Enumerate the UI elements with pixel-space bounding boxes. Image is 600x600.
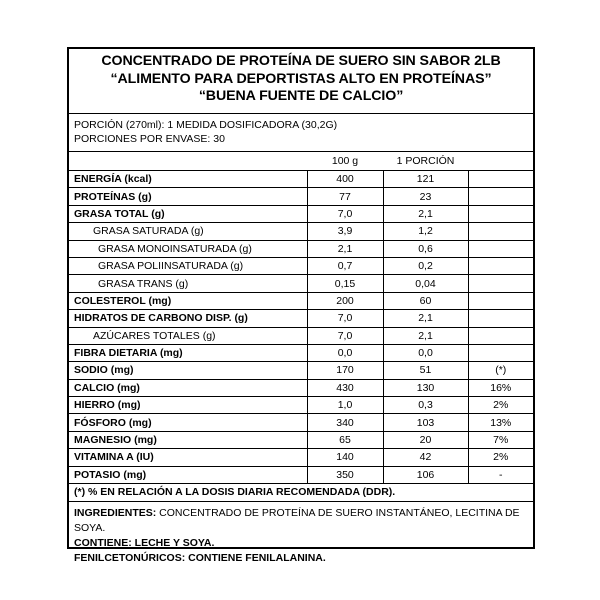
nutrient-row bbox=[69, 257, 533, 274]
nutrient-name: FÓSFORO (mg) bbox=[69, 414, 307, 431]
nutrient-name: GRASA MONOINSATURADA (g) bbox=[69, 240, 307, 257]
value-per-100g: 400 bbox=[307, 171, 383, 188]
nutrient-row bbox=[69, 397, 533, 414]
nutrient-row bbox=[69, 466, 533, 483]
value-per-portion: 0,6 bbox=[383, 240, 468, 257]
value-per-100g: 77 bbox=[307, 188, 383, 205]
daily-value bbox=[468, 310, 533, 327]
value-per-portion: 20 bbox=[383, 431, 468, 448]
nutrient-name: CALCIO (mg) bbox=[69, 379, 307, 396]
value-per-100g: 170 bbox=[307, 362, 383, 379]
header-dv bbox=[468, 152, 533, 171]
value-per-portion: 51 bbox=[383, 362, 468, 379]
daily-value bbox=[468, 223, 533, 240]
nutrient-name: FIBRA DIETARIA (mg) bbox=[69, 344, 307, 361]
daily-value: (*) bbox=[468, 362, 533, 379]
title-line-3: “BUENA FUENTE DE CALCIO” bbox=[198, 88, 404, 104]
pku-warning: FENILCETONÚRICOS: CONTIENE FENILALANINA. bbox=[74, 552, 326, 565]
value-per-portion: 130 bbox=[383, 379, 468, 396]
nutrient-row bbox=[69, 188, 533, 205]
daily-value bbox=[468, 292, 533, 309]
header-blank bbox=[69, 152, 307, 171]
value-per-portion: 1,2 bbox=[383, 223, 468, 240]
nutrient-name: VITAMINA A (IU) bbox=[69, 449, 307, 466]
daily-value bbox=[468, 257, 533, 274]
nutrient-row bbox=[69, 223, 533, 240]
nutrition-label bbox=[67, 47, 535, 565]
nutrient-row bbox=[69, 310, 533, 327]
daily-value: 7% bbox=[468, 431, 533, 448]
daily-value bbox=[468, 171, 533, 188]
value-per-portion: 0,2 bbox=[383, 257, 468, 274]
daily-value bbox=[468, 188, 533, 205]
value-per-100g: 0,15 bbox=[307, 275, 383, 292]
daily-value bbox=[468, 275, 533, 292]
header-per-portion: 1 PORCIÓN bbox=[383, 152, 468, 171]
nutrient-name: GRASA TOTAL (g) bbox=[69, 205, 307, 222]
value-per-100g: 340 bbox=[307, 414, 383, 431]
serving-info bbox=[69, 114, 533, 152]
daily-value bbox=[468, 327, 533, 344]
value-per-portion: 121 bbox=[383, 171, 468, 188]
nutrient-name: SODIO (mg) bbox=[69, 362, 307, 379]
nutrient-name: COLESTEROL (mg) bbox=[69, 292, 307, 309]
value-per-portion: 60 bbox=[383, 292, 468, 309]
value-per-100g: 200 bbox=[307, 292, 383, 309]
value-per-portion: 23 bbox=[383, 188, 468, 205]
product-title bbox=[69, 49, 533, 114]
table-header-row bbox=[69, 152, 533, 171]
nutrient-name: MAGNESIO (mg) bbox=[69, 431, 307, 448]
value-per-portion: 106 bbox=[383, 466, 468, 483]
value-per-portion: 0,04 bbox=[383, 275, 468, 292]
daily-value: - bbox=[468, 466, 533, 483]
ingredients-section bbox=[69, 502, 533, 566]
nutrient-row bbox=[69, 292, 533, 309]
nutrient-row bbox=[69, 362, 533, 379]
ingredients-label: INGREDIENTES: bbox=[74, 507, 157, 520]
nutrient-name: HIERRO (mg) bbox=[69, 397, 307, 414]
nutrient-name: AZÚCARES TOTALES (g) bbox=[69, 327, 307, 344]
daily-value: 2% bbox=[468, 449, 533, 466]
nutrient-name: PROTEÍNAS (g) bbox=[69, 188, 307, 205]
value-per-100g: 2,1 bbox=[307, 240, 383, 257]
nutrient-row bbox=[69, 379, 533, 396]
title-line-2: “ALIMENTO PARA DEPORTISTAS ALTO EN PROTEÍNAS” bbox=[110, 70, 492, 87]
value-per-100g: 7,0 bbox=[307, 310, 383, 327]
nutrient-row bbox=[69, 431, 533, 448]
nutrient-row bbox=[69, 205, 533, 222]
nutrient-row bbox=[69, 240, 533, 257]
serving-portion: PORCIÓN (270ml): 1 MEDIDA DOSIFICADORA (30,2G) bbox=[74, 119, 338, 131]
ingredients-text: CONCENTRADO DE PROTEÍNA DE SUERO INSTANTÁNEO, LECITINA DE SOYA. bbox=[74, 507, 520, 535]
allergen-statement: CONTIENE: LECHE Y SOYA. bbox=[74, 537, 215, 550]
daily-value: 2% bbox=[468, 397, 533, 414]
nutrient-row bbox=[69, 414, 533, 431]
nutrient-name: HIDRATOS DE CARBONO DISP. (g) bbox=[69, 310, 307, 327]
nutrient-row bbox=[69, 275, 533, 292]
value-per-100g: 1,0 bbox=[307, 397, 383, 414]
nutrition-table bbox=[69, 152, 533, 484]
nutrient-name: POTASIO (mg) bbox=[69, 466, 307, 483]
nutrient-row bbox=[69, 449, 533, 466]
value-per-portion: 2,1 bbox=[383, 310, 468, 327]
daily-value bbox=[468, 240, 533, 257]
value-per-100g: 0,0 bbox=[307, 344, 383, 361]
value-per-100g: 7,0 bbox=[307, 327, 383, 344]
nutrient-name: GRASA POLIINSATURADA (g) bbox=[69, 257, 307, 274]
value-per-100g: 140 bbox=[307, 449, 383, 466]
value-per-100g: 0,7 bbox=[307, 257, 383, 274]
value-per-100g: 3,9 bbox=[307, 223, 383, 240]
value-per-portion: 103 bbox=[383, 414, 468, 431]
value-per-100g: 7,0 bbox=[307, 205, 383, 222]
header-per-100g: 100 g bbox=[307, 152, 383, 171]
nutrient-row bbox=[69, 344, 533, 361]
value-per-portion: 2,1 bbox=[383, 205, 468, 222]
daily-value bbox=[468, 344, 533, 361]
value-per-100g: 350 bbox=[307, 466, 383, 483]
value-per-portion: 0,3 bbox=[383, 397, 468, 414]
nutrient-row bbox=[69, 327, 533, 344]
value-per-100g: 65 bbox=[307, 431, 383, 448]
nutrient-name: ENERGÍA (kcal) bbox=[69, 171, 307, 188]
value-per-portion: 42 bbox=[383, 449, 468, 466]
title-line-1: CONCENTRADO DE PROTEÍNA DE SUERO SIN SABOR 2LB bbox=[101, 53, 501, 69]
daily-value: 16% bbox=[468, 379, 533, 396]
nutrient-name: GRASA TRANS (g) bbox=[69, 275, 307, 292]
daily-value bbox=[468, 205, 533, 222]
value-per-100g: 430 bbox=[307, 379, 383, 396]
ingredients-line bbox=[74, 506, 528, 536]
nutrient-name: GRASA SATURADA (g) bbox=[69, 223, 307, 240]
dv-footnote: (*) % EN RELACIÓN A LA DOSIS DIARIA RECOMENDADA (DDR). bbox=[69, 484, 533, 502]
value-per-portion: 0,0 bbox=[383, 344, 468, 361]
daily-value: 13% bbox=[468, 414, 533, 431]
servings-per-container: PORCIONES POR ENVASE: 30 bbox=[74, 133, 225, 145]
value-per-portion: 2,1 bbox=[383, 327, 468, 344]
nutrient-row bbox=[69, 171, 533, 188]
